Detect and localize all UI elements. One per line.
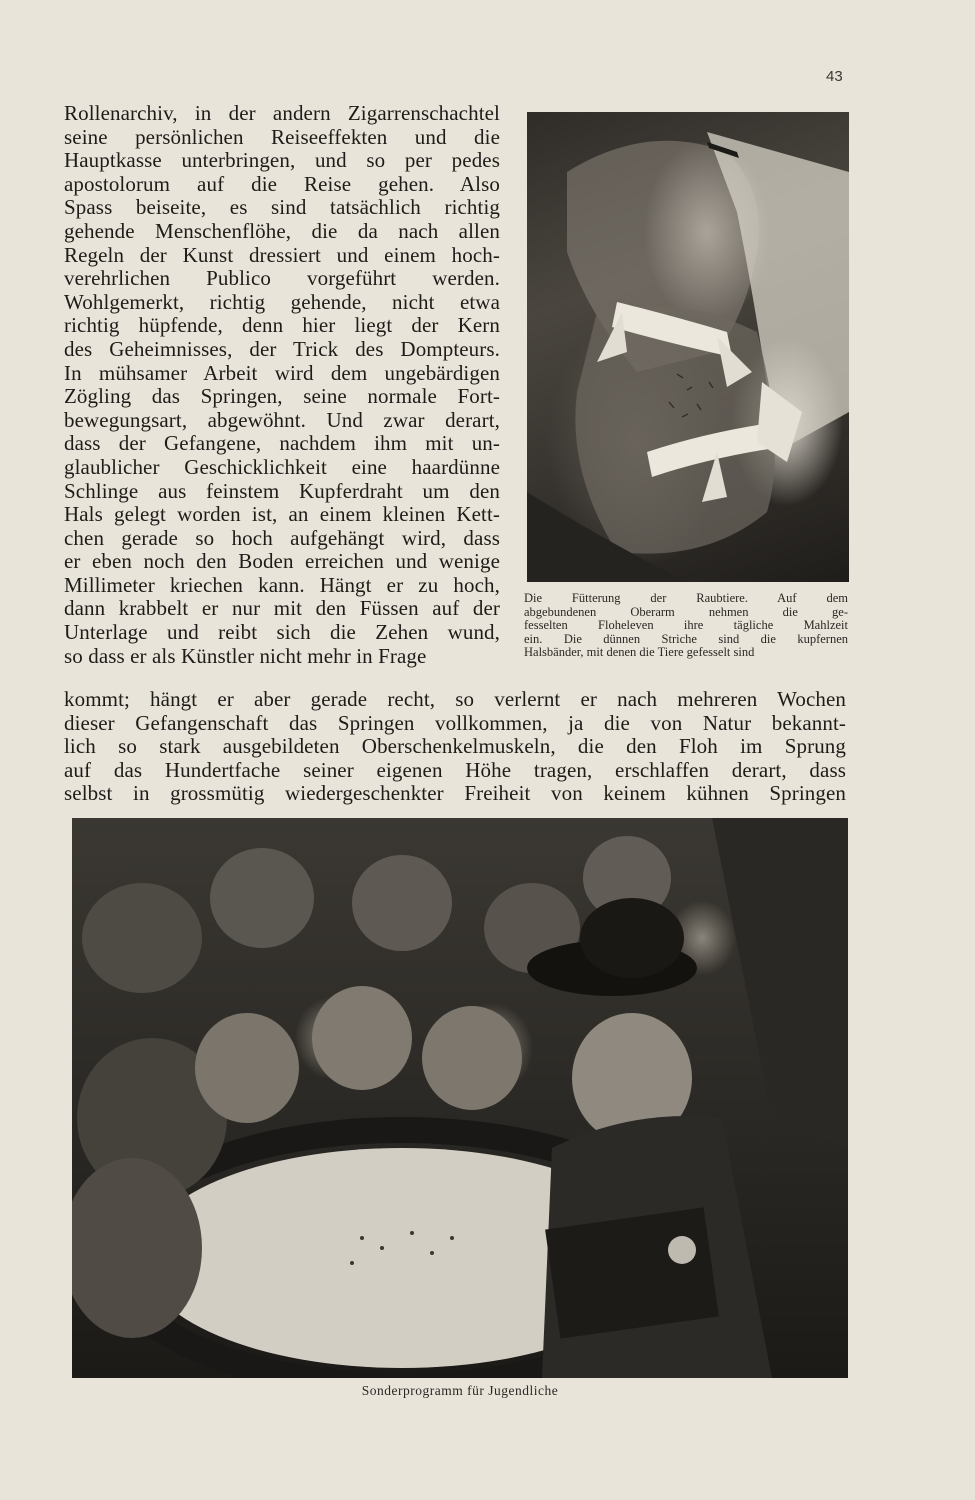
- text-line: Unterlage und reibt sich die Zehen wund,: [64, 620, 500, 645]
- text-line: Regeln der Kunst dressiert und einem hoch-: [64, 242, 500, 267]
- photo-bandaged-arm-drawing: [527, 112, 849, 582]
- text-line: lich so stark ausgebildeten Oberschenkelmuskeln, die den Floh im Sprung: [64, 734, 846, 759]
- full-width-text: [64, 688, 846, 806]
- text-line: er eben noch den Boden erreichen und wenige: [64, 549, 500, 574]
- text-line: Hals gelegt worden ist, an einem kleinen Kett-: [64, 502, 500, 527]
- caption-line: ein. Die dünnen Striche sind die kupfernen: [524, 631, 848, 646]
- text-line: Schlinge aus feinstem Kupferdraht um den: [64, 478, 500, 503]
- text-line: Millimeter kriechen kann. Hängt er zu hoch,: [64, 572, 500, 597]
- text-line: seine persönlichen Reiseeffekten und die: [64, 124, 500, 149]
- photo-bandaged-arm: [527, 112, 849, 582]
- text-line: glaublicher Geschicklichkeit eine haardünne: [64, 454, 500, 479]
- text-line: kommt; hängt er aber gerade recht, so verlernt er nach mehreren Wochen: [64, 687, 846, 711]
- text-line: dann krabbelt er nur mit den Füssen auf der: [64, 596, 500, 621]
- caption-line: fesselten Floheleven ihre tägliche Mahlzeit: [524, 618, 848, 632]
- text-line: des Geheimnisses, der Trick des Dompteurs.: [64, 336, 500, 361]
- text-line: verehrlichen Publico vorgeführt werden.: [64, 266, 500, 291]
- text-line: so dass er als Künstler nicht mehr in Frage: [64, 643, 427, 668]
- text-line: selbst in grossmütig wiedergeschenkter Freiheit von keinem kühnen Springen: [64, 781, 846, 806]
- text-line: dass der Gefangene, nachdem ihm mit un-: [64, 431, 500, 456]
- text-line: Hauptkasse unterbringen, und so per pedes: [64, 148, 500, 173]
- caption-bottom: Sonderprogramm für Jugendliche: [361, 1383, 559, 1398]
- caption-line: Die Fütterung der Raubtiere. Auf dem: [524, 591, 848, 605]
- page-number: 43: [826, 68, 843, 85]
- text-line: bewegungsart, abgewöhnt. Und zwar derart,: [64, 407, 500, 432]
- caption-line: abgebundenen Oberarm nehmen die ge-: [524, 604, 848, 619]
- text-line: Spass beiseite, es sind tatsächlich richtig: [64, 195, 500, 220]
- column-text: [64, 102, 500, 668]
- text-line: gehende Menschenflöhe, die da nach allen: [64, 218, 500, 243]
- text-line: Rollenarchiv, in der andern Zigarrenschachtel: [64, 101, 500, 125]
- text-line: dieser Gefangenschaft das Springen vollkommen, ja die von Natur bekannt-: [64, 710, 846, 735]
- text-line: apostolorum auf die Reise gehen. Also: [64, 171, 500, 196]
- text-line: Zögling das Springen, seine normale Fort-: [64, 384, 500, 409]
- photo-flea-circus: [72, 818, 848, 1378]
- text-line: Wohlgemerkt, richtig gehende, nicht etwa: [64, 289, 500, 314]
- text-line: auf das Hundertfache seiner eigenen Höhe tragen, erschlaffen derart, dass: [64, 757, 846, 782]
- text-line: In mühsamer Arbeit wird dem ungebärdigen: [64, 360, 500, 385]
- caption-top: [524, 592, 848, 660]
- text-line: chen gerade so hoch aufgehängt wird, dass: [64, 525, 500, 550]
- caption-line: Halsbänder, mit denen die Tiere gefesselt sind: [524, 645, 755, 659]
- photo-flea-circus-drawing: [72, 818, 848, 1378]
- text-line: richtig hüpfende, denn hier liegt der Kern: [64, 313, 500, 338]
